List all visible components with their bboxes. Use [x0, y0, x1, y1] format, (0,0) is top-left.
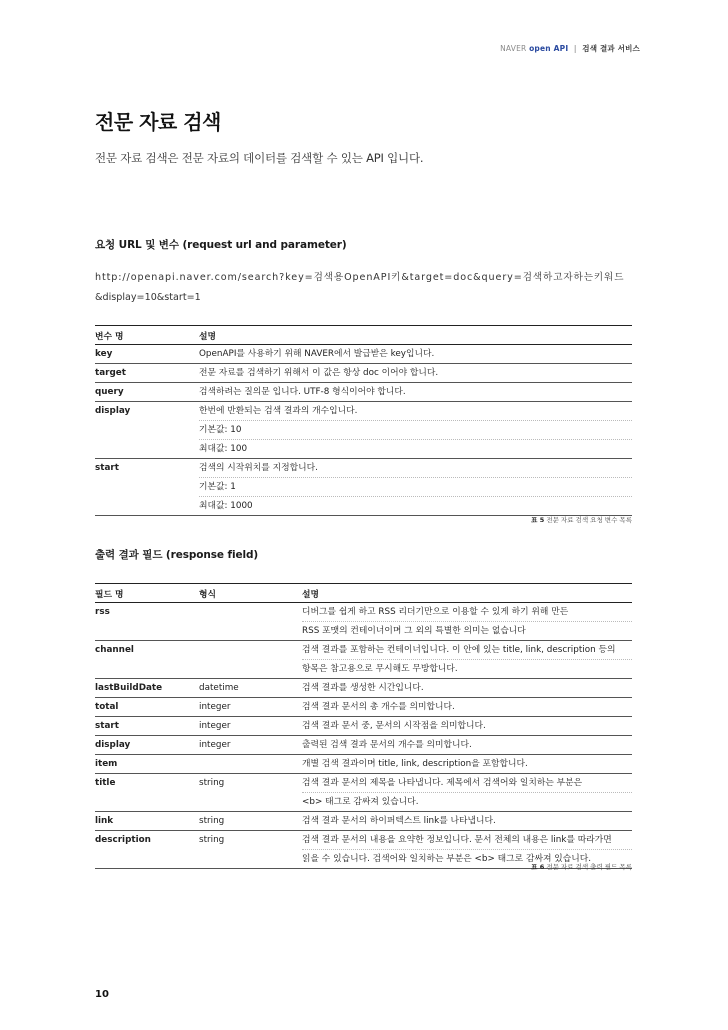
page-title: 전문 자료 검색	[95, 110, 221, 134]
table-row	[95, 679, 632, 698]
parameter-name: target	[95, 364, 199, 383]
field-type: string	[199, 812, 302, 831]
request-url-line2: &display=10&start=1	[95, 292, 201, 303]
response-heading: 출력 결과 필드 (response field)	[95, 549, 259, 561]
running-header	[500, 43, 640, 54]
description-line: 검색 결과 문서의 제목을 나타냅니다. 제목에서 검색어와 일치하는 부분은	[302, 774, 632, 793]
description-cell	[302, 603, 632, 641]
field-name: item	[95, 755, 199, 774]
column-header: 필드 명	[95, 584, 199, 603]
description-line: <b> 태그로 감싸져 있습니다.	[302, 797, 419, 807]
table-row	[95, 402, 632, 459]
header-service: 검색 결과 서비스	[582, 44, 640, 53]
description-line: 한번에 반환되는 검색 결과의 개수입니다.	[199, 402, 632, 421]
page-number: 10	[95, 989, 109, 1000]
description-cell	[199, 383, 632, 402]
description-line: 최대값: 1000	[199, 501, 253, 511]
header-open-api: open API	[529, 44, 569, 53]
column-header: 형식	[199, 584, 302, 603]
column-header: 변수 명	[95, 326, 199, 345]
table-row	[95, 774, 632, 812]
request-table-body	[95, 345, 632, 516]
request-url-line1: http://openapi.naver.com/search?key=검색용OpenAPI키&target=doc&query=검색하고자하는키워드	[95, 272, 625, 283]
description-cell	[302, 812, 632, 831]
description-cell	[302, 774, 632, 812]
description-cell	[199, 364, 632, 383]
table-row	[95, 641, 632, 679]
column-header: 설명	[302, 584, 632, 603]
field-name: lastBuildDate	[95, 679, 199, 698]
parameter-name: key	[95, 345, 199, 364]
table-row	[95, 755, 632, 774]
description-line: 검색 결과 문서의 총 개수를 의미합니다.	[302, 702, 455, 712]
response-field-table	[95, 583, 632, 869]
parameter-name: query	[95, 383, 199, 402]
field-name: title	[95, 774, 199, 812]
description-cell	[199, 459, 632, 516]
table-row	[95, 698, 632, 717]
description-cell	[302, 717, 632, 736]
description-line: 기본값: 10	[199, 421, 632, 440]
table-row	[95, 345, 632, 364]
description-cell	[302, 698, 632, 717]
description-line: 검색의 시작위치를 지정합니다.	[199, 459, 632, 478]
description-line: 읽을 수 있습니다. 검색어와 일치하는 부분은 <b> 태그로 감싸져 있습니다.	[302, 854, 592, 864]
request-parameter-table	[95, 325, 632, 516]
table-caption	[531, 862, 632, 871]
description-line: 검색 결과 문서의 하이퍼텍스트 link를 나타냅니다.	[302, 816, 496, 826]
description-line: 디버그를 쉽게 하고 RSS 리더기만으로 이용할 수 있게 하기 위해 만든	[302, 603, 632, 622]
description-line: 전문 자료를 검색하기 위해서 이 값은 항상 doc 이어야 합니다.	[199, 368, 439, 378]
caption-text: 전문 자료 검색 요청 변수 목록	[546, 516, 632, 524]
description-cell	[199, 402, 632, 459]
caption-number: 표 5	[531, 516, 545, 524]
field-name: start	[95, 717, 199, 736]
table-header-row	[95, 584, 632, 603]
description-line: 검색 결과를 생성한 시간입니다.	[302, 683, 424, 693]
description-line: 검색 결과 문서의 내용을 요약한 정보입니다. 문서 전체의 내용은 link를 따라가면	[302, 831, 632, 850]
description-cell	[302, 755, 632, 774]
field-type: string	[199, 774, 302, 812]
description-line: 항목은 참고용으로 무시해도 무방합니다.	[302, 664, 458, 674]
field-name: link	[95, 812, 199, 831]
description-line: 검색 결과 문서 중, 문서의 시작점을 의미합니다.	[302, 721, 486, 731]
table-caption	[531, 515, 632, 524]
field-type: integer	[199, 736, 302, 755]
page-subtitle: 전문 자료 검색은 전문 자료의 데이터를 검색할 수 있는 API 입니다.	[95, 151, 424, 165]
table-row	[95, 459, 632, 516]
description-line: 검색 결과를 포함하는 컨테이너입니다. 이 안에 있는 title, link, description 등의	[302, 641, 632, 660]
field-type: datetime	[199, 679, 302, 698]
field-type: string	[199, 831, 302, 869]
description-line: RSS 포맷의 컨테이너이며 그 외의 특별한 의미는 없습니다	[302, 626, 526, 636]
field-name: channel	[95, 641, 199, 679]
field-type	[199, 603, 302, 641]
table-row	[95, 812, 632, 831]
table-header-row	[95, 326, 632, 345]
table-row	[95, 736, 632, 755]
description-line: 검색하려는 질의문 입니다. UTF-8 형식이어야 합니다.	[199, 387, 406, 397]
field-name: description	[95, 831, 199, 869]
column-header: 설명	[199, 326, 632, 345]
table-row	[95, 383, 632, 402]
parameter-name: start	[95, 459, 199, 516]
field-type	[199, 755, 302, 774]
description-line: 최대값: 100	[199, 444, 248, 454]
table-row	[95, 603, 632, 641]
request-heading: 요청 URL 및 변수 (request url and parameter)	[95, 239, 347, 251]
response-table-body	[95, 603, 632, 869]
table-row	[95, 717, 632, 736]
header-brand: NAVER	[500, 44, 527, 53]
description-cell	[302, 679, 632, 698]
field-type: integer	[199, 698, 302, 717]
parameter-name: display	[95, 402, 199, 459]
field-name: rss	[95, 603, 199, 641]
field-name: total	[95, 698, 199, 717]
caption-number: 표 6	[531, 863, 545, 871]
caption-text: 전문 자료 검색 출력 필드 목록	[546, 863, 632, 871]
table-row	[95, 364, 632, 383]
field-type: integer	[199, 717, 302, 736]
description-cell	[199, 345, 632, 364]
description-line: 개별 검색 결과이며 title, link, description을 포함합니다.	[302, 759, 528, 769]
field-type	[199, 641, 302, 679]
description-line: OpenAPI를 사용하기 위해 NAVER에서 발급받은 key입니다.	[199, 349, 435, 359]
header-separator: |	[573, 44, 577, 53]
field-name: display	[95, 736, 199, 755]
description-line: 기본값: 1	[199, 478, 632, 497]
description-line: 출력된 검색 결과 문서의 개수를 의미합니다.	[302, 740, 472, 750]
description-cell	[302, 641, 632, 679]
description-cell	[302, 736, 632, 755]
